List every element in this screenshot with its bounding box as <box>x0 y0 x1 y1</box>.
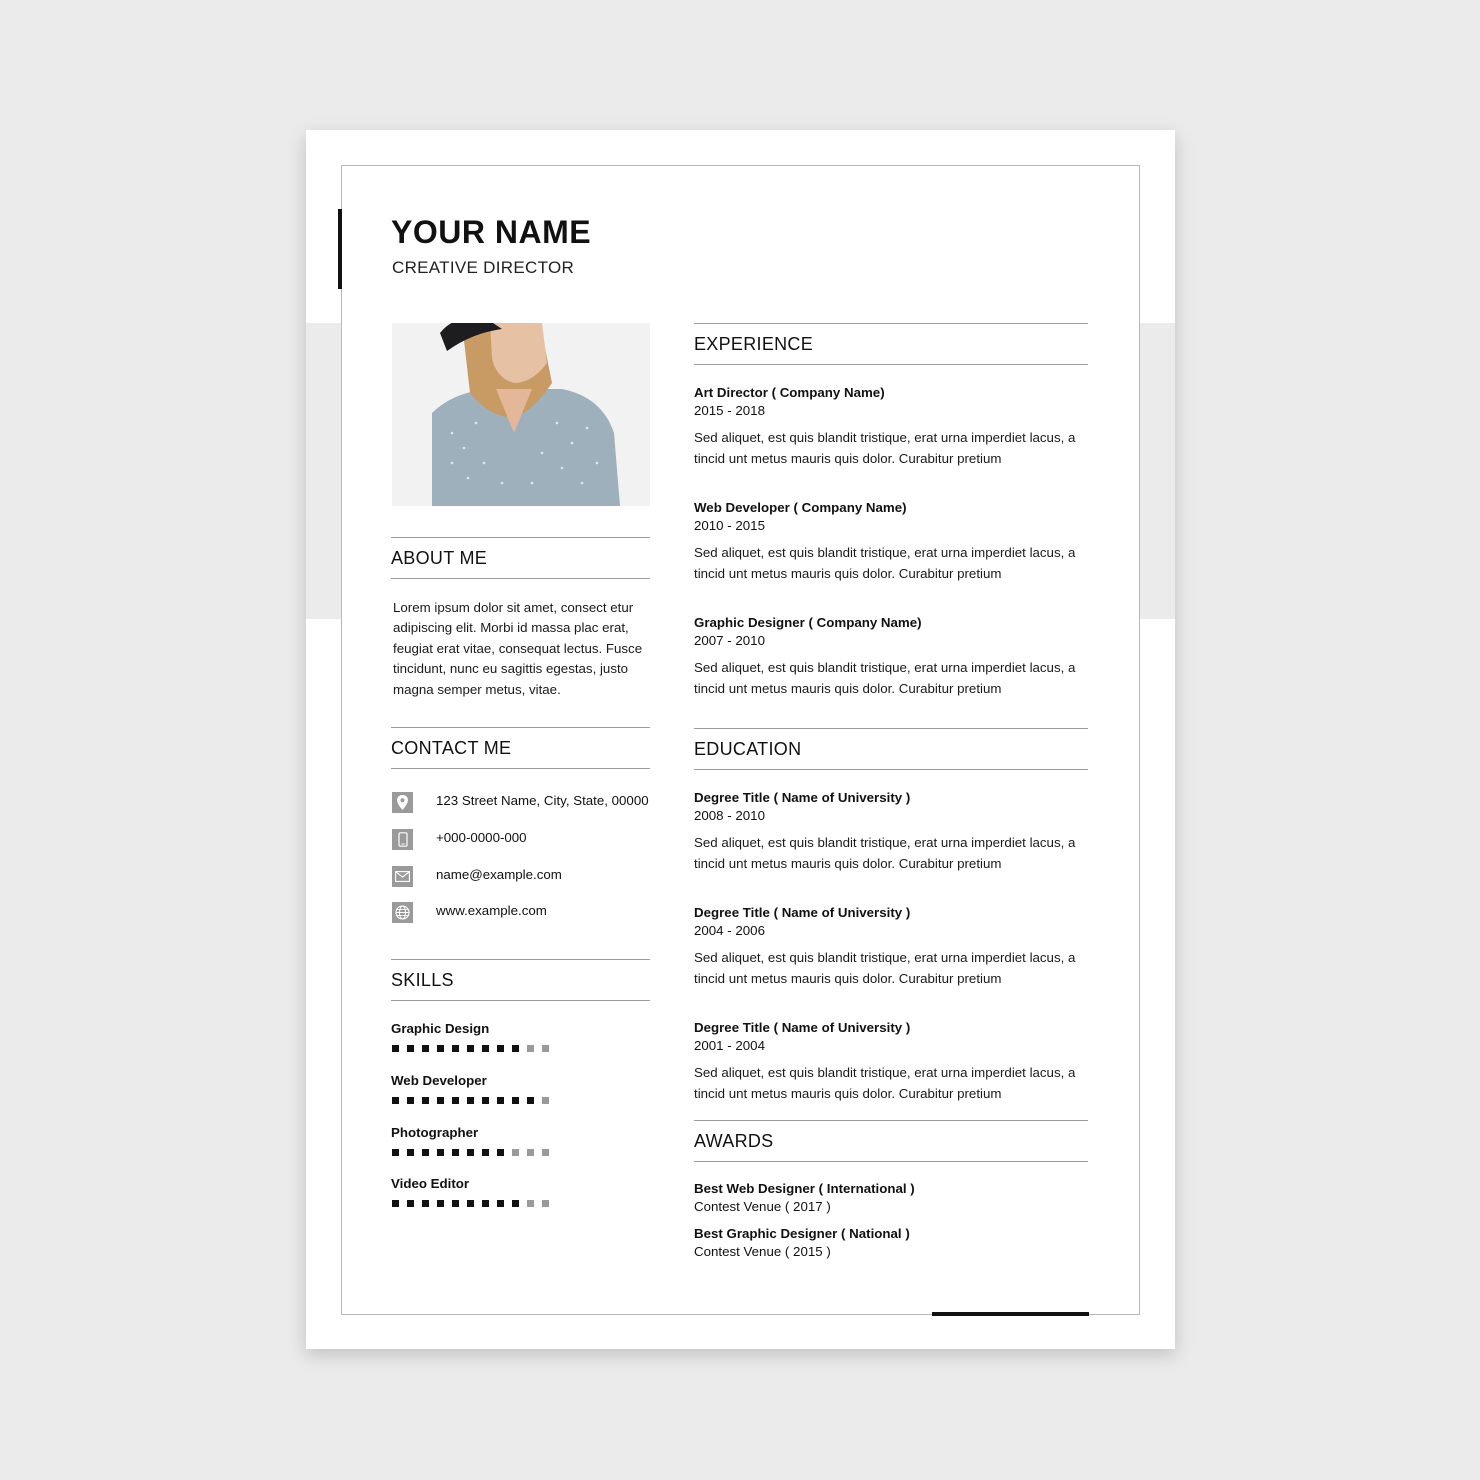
award-title: Best Web Designer ( International ) <box>694 1181 915 1196</box>
contact-row-website <box>392 901 547 923</box>
skill-label: Photographer <box>391 1125 479 1140</box>
skill-dot-filled <box>497 1149 504 1156</box>
skill-dot-filled <box>482 1200 489 1207</box>
skill-label: Video Editor <box>391 1176 470 1191</box>
experience-years: 2010 - 2015 <box>694 518 765 533</box>
about-heading: ABOUT ME <box>391 537 650 579</box>
skill-dot-filled <box>527 1097 534 1104</box>
skill-dot-filled <box>452 1045 459 1052</box>
globe-icon <box>392 902 413 923</box>
skill-label: Web Developer <box>391 1073 487 1088</box>
skill-dot-empty <box>527 1045 534 1052</box>
skill-dot-filled <box>437 1200 444 1207</box>
skill-dot-empty <box>512 1149 519 1156</box>
skill-dot-empty <box>542 1045 549 1052</box>
about-text: Lorem ipsum dolor sit amet, consect etur adipiscing elit. Morbi id massa plac erat, feugiat erat vitae, consequat lectus. Fusce tincidunt, nunc eu sagittis egestas, justo magna semper metus, vitae. <box>393 600 643 697</box>
experience-title: Art Director ( Company Name) <box>694 385 885 400</box>
skill-dot-filled <box>482 1045 489 1052</box>
education-title: Degree Title ( Name of University ) <box>694 1020 911 1035</box>
skill-dot-filled <box>467 1097 474 1104</box>
skill-dot-filled <box>407 1045 414 1052</box>
contact-row-phone <box>392 828 527 850</box>
contact-heading: CONTACT ME <box>391 727 650 769</box>
skill-dot-filled <box>437 1097 444 1104</box>
profile-photo-illustration <box>392 323 650 506</box>
skill-dot-filled <box>392 1149 399 1156</box>
education-description: Sed aliquet, est quis blandit tristique, erat urna imperdiet lacus, a tincid unt metus mauris quis dolor. Curabitur pretium <box>694 950 1076 986</box>
phone-icon <box>392 829 413 850</box>
education-years: 2008 - 2010 <box>694 808 765 823</box>
skill-dot-empty <box>542 1097 549 1104</box>
experience-description: Sed aliquet, est quis blandit tristique, erat urna imperdiet lacus, a tincid unt metus mauris quis dolor. Curabitur pretium <box>694 660 1076 696</box>
resume-name: YOUR NAME <box>391 214 592 250</box>
skill-dot-filled <box>407 1149 414 1156</box>
skill-dot-filled <box>467 1200 474 1207</box>
education-description: Sed aliquet, est quis blandit tristique, erat urna imperdiet lacus, a tincid unt metus mauris quis dolor. Curabitur pretium <box>694 835 1076 871</box>
education-heading: EDUCATION <box>694 728 1088 770</box>
contact-phone: +000-0000-000 <box>436 830 527 845</box>
skill-dot-filled <box>392 1200 399 1207</box>
skill-dot-filled <box>497 1045 504 1052</box>
skill-dot-filled <box>497 1097 504 1104</box>
skill-dot-filled <box>407 1200 414 1207</box>
contact-website: www.example.com <box>436 903 547 918</box>
skill-dot-filled <box>437 1045 444 1052</box>
experience-years: 2007 - 2010 <box>694 633 765 648</box>
skills-heading: SKILLS <box>391 959 650 1001</box>
experience-title: Graphic Designer ( Company Name) <box>694 615 922 630</box>
skill-dot-filled <box>497 1200 504 1207</box>
skill-dot-filled <box>422 1149 429 1156</box>
experience-title: Web Developer ( Company Name) <box>694 500 907 515</box>
skill-dot-filled <box>467 1149 474 1156</box>
education-title: Degree Title ( Name of University ) <box>694 905 911 920</box>
skill-dot-filled <box>512 1097 519 1104</box>
skill-dot-filled <box>422 1045 429 1052</box>
skill-dot-filled <box>452 1200 459 1207</box>
skill-dot-filled <box>392 1097 399 1104</box>
experience-heading: EXPERIENCE <box>694 323 1088 365</box>
skill-dot-filled <box>452 1097 459 1104</box>
skill-dot-empty <box>542 1200 549 1207</box>
mail-icon <box>392 866 413 887</box>
skill-dot-filled <box>512 1045 519 1052</box>
award-title: Best Graphic Designer ( National ) <box>694 1226 910 1241</box>
contact-row-email <box>392 865 562 887</box>
left-accent-bar <box>338 209 342 289</box>
experience-description: Sed aliquet, est quis blandit tristique, erat urna imperdiet lacus, a tincid unt metus mauris quis dolor. Curabitur pretium <box>694 430 1076 466</box>
skill-dot-empty <box>542 1149 549 1156</box>
education-title: Degree Title ( Name of University ) <box>694 790 911 805</box>
skill-dot-filled <box>452 1149 459 1156</box>
location-pin-icon <box>392 792 413 813</box>
skill-dot-filled <box>512 1200 519 1207</box>
education-years: 2004 - 2006 <box>694 923 765 938</box>
skill-dot-filled <box>467 1045 474 1052</box>
education-description: Sed aliquet, est quis blandit tristique, erat urna imperdiet lacus, a tincid unt metus mauris quis dolor. Curabitur pretium <box>694 1065 1076 1101</box>
skill-dot-empty <box>527 1149 534 1156</box>
contact-address: 123 Street Name, City, State, 00000 <box>436 793 649 808</box>
award-venue: Contest Venue ( 2015 ) <box>694 1244 831 1259</box>
skill-dot-empty <box>527 1200 534 1207</box>
skill-dot-filled <box>392 1045 399 1052</box>
award-venue: Contest Venue ( 2017 ) <box>694 1199 831 1214</box>
contact-row-address <box>392 791 649 813</box>
skill-dot-filled <box>422 1200 429 1207</box>
skill-dot-filled <box>437 1149 444 1156</box>
bottom-accent-bar <box>932 1312 1089 1316</box>
contact-email: name@example.com <box>436 867 562 882</box>
awards-heading: AWARDS <box>694 1120 1088 1162</box>
resume-job-title: CREATIVE DIRECTOR <box>392 258 575 277</box>
education-years: 2001 - 2004 <box>694 1038 765 1053</box>
skill-dot-filled <box>407 1097 414 1104</box>
skill-dot-filled <box>422 1097 429 1104</box>
experience-description: Sed aliquet, est quis blandit tristique, erat urna imperdiet lacus, a tincid unt metus mauris quis dolor. Curabitur pretium <box>694 545 1076 581</box>
profile-photo <box>392 323 650 506</box>
skill-dot-filled <box>482 1149 489 1156</box>
skill-dot-filled <box>482 1097 489 1104</box>
skill-label: Graphic Design <box>391 1021 490 1036</box>
experience-years: 2015 - 2018 <box>694 403 765 418</box>
